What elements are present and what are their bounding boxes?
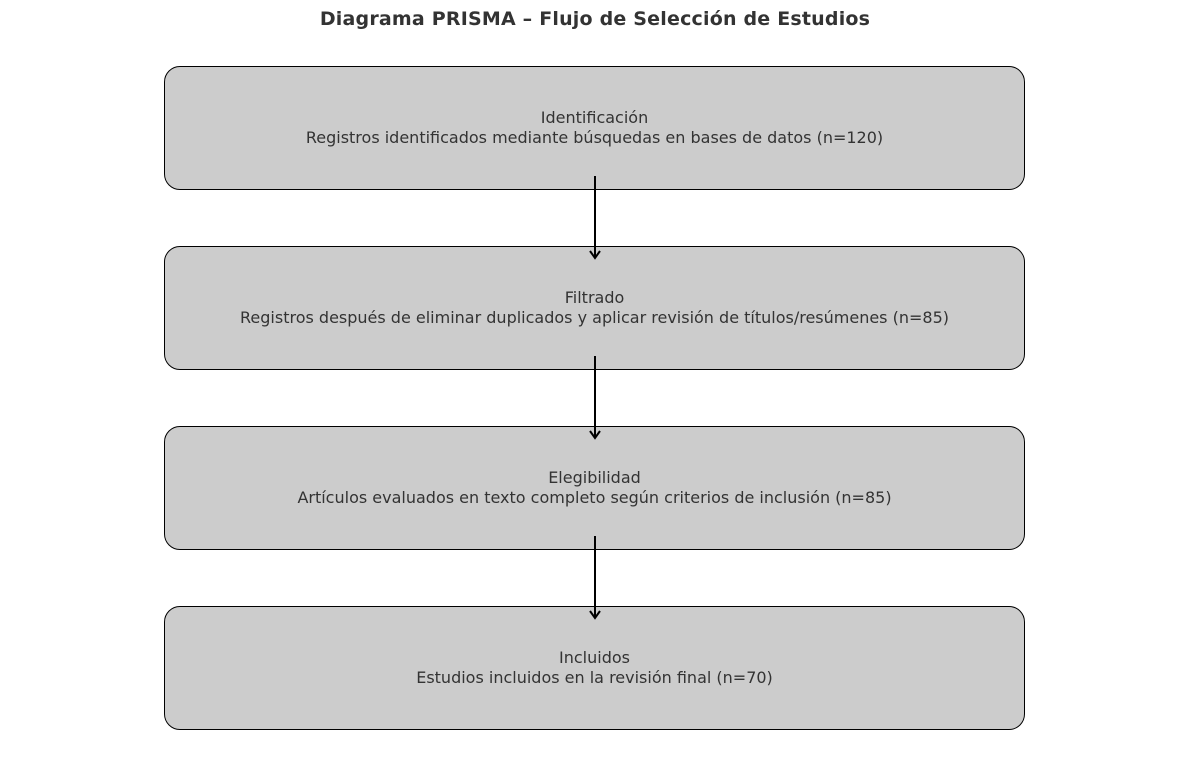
stage-label: Identificación [540, 108, 649, 127]
stage-description: Estudios incluidos en la revisión final (n=70) [416, 668, 773, 687]
stage-included-box [164, 606, 1025, 730]
stage-identification-box [164, 66, 1025, 190]
stage-description: Registros después de eliminar duplicados y aplicar revisión de títulos/resúmenes (n=85) [240, 308, 949, 327]
diagram-title: Diagrama PRISMA – Flujo de Selección de Estudios [319, 8, 871, 30]
stage-screening-box [164, 246, 1025, 370]
stage-label: Incluidos [559, 648, 630, 667]
stage-description: Artículos evaluados en texto completo según criterios de inclusión (n=85) [297, 488, 892, 507]
stage-label: Elegibilidad [548, 468, 641, 487]
stage-eligibility-box [164, 426, 1025, 550]
stage-description: Registros identificados mediante búsquedas en bases de datos (n=120) [305, 128, 884, 147]
stage-label: Filtrado [564, 288, 625, 307]
